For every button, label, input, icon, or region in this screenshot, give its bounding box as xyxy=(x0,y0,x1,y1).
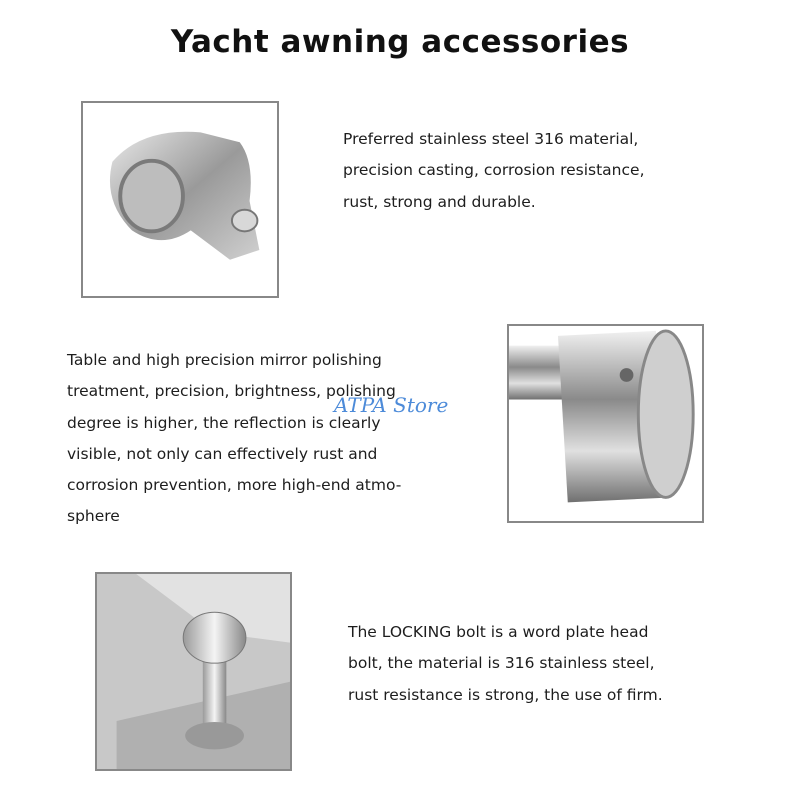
description-2 xyxy=(67,345,401,533)
description-line: treatment, precision, brightness, polishing xyxy=(67,382,396,401)
description-line: corrosion prevention, more high-end atmo- xyxy=(67,476,402,495)
description-line: rust, strong and durable. xyxy=(343,192,536,211)
product-image-jaw-slide xyxy=(81,101,279,298)
description-1 xyxy=(343,124,645,218)
description-line: sphere xyxy=(67,507,120,526)
description-line: visible, not only can effectively rust and xyxy=(67,444,378,463)
store-watermark: ATPA Store xyxy=(334,393,449,417)
description-line: degree is higher, the reflection is clearly xyxy=(67,413,381,432)
product-image-locking-bolt xyxy=(95,572,292,771)
description-line: rust resistance is strong, the use of firm. xyxy=(348,685,663,704)
page-title: Yacht awning accessories xyxy=(170,24,630,60)
description-line: Preferred stainless steel 316 material, xyxy=(343,130,639,148)
description-line: Table and high precision mirror polishing xyxy=(67,351,382,369)
description-line: The LOCKING bolt is a word plate head xyxy=(348,623,649,641)
description-line: bolt, the material is 316 stainless steel, xyxy=(348,654,655,673)
description-3 xyxy=(348,617,663,711)
product-image-end-cap xyxy=(507,324,704,523)
description-line: precision casting, corrosion resistance, xyxy=(343,161,645,180)
